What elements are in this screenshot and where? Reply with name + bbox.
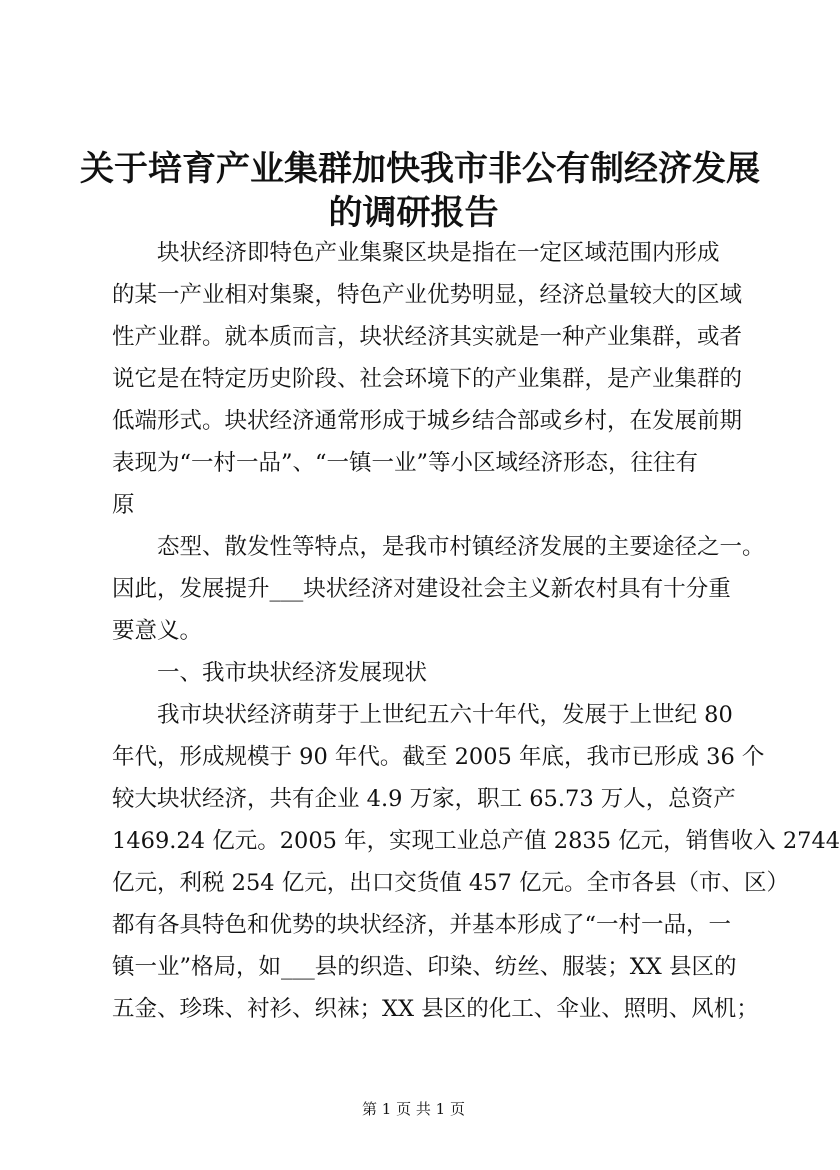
document-title-line-2: 的调研报告 [328, 193, 499, 233]
body-line: 块状经济即特色产业集聚区块是指在一定区域范围内形成 [112, 240, 720, 266]
body-line: 说它是在特定历史阶段、社会环境下的产业集群，是产业集群的 [112, 366, 743, 392]
section-heading: 一、我市块状经济发展现状 [112, 660, 428, 686]
body-line: 1469.24 亿元。2005 年，实现工业总产值 2835 亿元，销售收入 2744 [112, 828, 840, 854]
body-line: 都有各具特色和优势的块状经济，并基本形成了“一村一品，一 [112, 912, 732, 938]
document-title-line-1: 关于培育产业集群加快我市非公有制经济发展 [80, 149, 760, 189]
body-line: 年代，形成规模于 90 年代。截至 2005 年底，我市已形成 36 个 [112, 744, 765, 770]
body-line: 原 [112, 492, 135, 518]
body-line: 的某一产业相对集聚，特色产业优势明显，经济总量较大的区域 [112, 282, 743, 308]
body-line: 态型、散发性等特点，是我市村镇经济发展的主要途径之一。 [112, 534, 765, 560]
body-line: 表现为“一村一品”、“一镇一业”等小区域经济形态，往往有 [112, 450, 699, 476]
body-line: 因此，发展提升___块状经济对建设社会主义新农村具有十分重 [112, 576, 731, 602]
body-line: 亿元，利税 254 亿元，出口交货值 457 亿元。全市各县（市、区） [112, 870, 790, 896]
body-line: 镇一业”格局，如___县的织造、印染、纺丝、服装；XX 县区的 [112, 954, 737, 980]
body-line: 性产业群。就本质而言，块状经济其实就是一种产业集群，或者 [112, 324, 743, 350]
body-line: 我市块状经济萌芽于上世纪五六十年代，发展于上世纪 80 [112, 702, 733, 728]
body-line: 较大块状经济，共有企业 4.9 万家，职工 65.73 万人，总资产 [112, 786, 736, 812]
body-line: 要意义。 [112, 618, 203, 644]
body-line: 五金、珍珠、衬衫、织袜；XX 县区的化工、伞业、照明、风机； [112, 996, 759, 1022]
body-line: 低端形式。块状经济通常形成于城乡结合部或乡村，在发展前期 [112, 408, 743, 434]
page-number-footer: 第 1 页 共 1 页 [362, 1100, 465, 1118]
